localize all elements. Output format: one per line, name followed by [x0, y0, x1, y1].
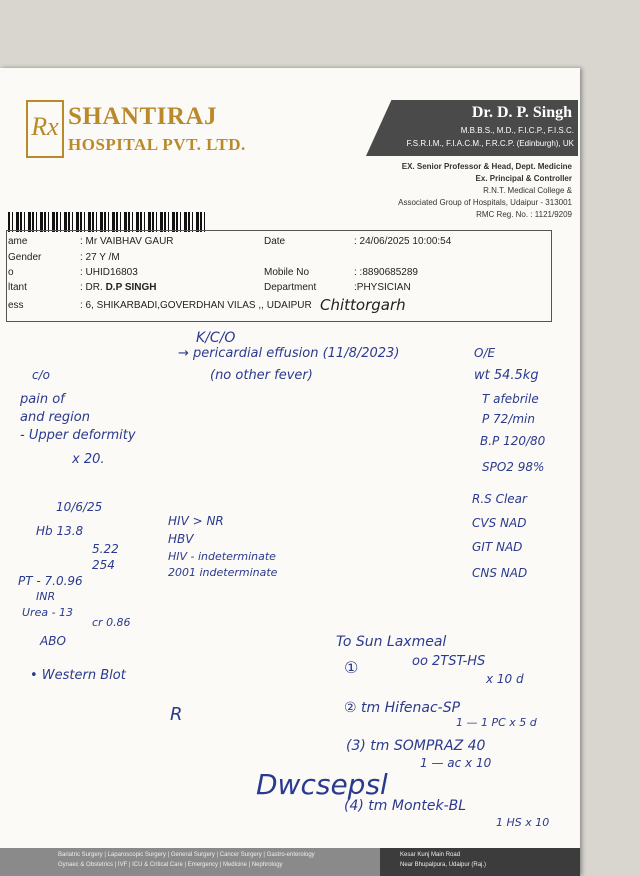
credential-3: R.N.T. Medical College & [483, 186, 572, 195]
oe-spo2: SPO2 98% [482, 460, 545, 474]
lab-hb: Hb 13.8 [36, 524, 84, 538]
hospital-subname: HOSPITAL PVT. LTD. [68, 135, 246, 154]
complaint-1: pain of [20, 392, 65, 407]
history-line-3: (no other fever) [210, 368, 313, 383]
uhid-value: : UHID16803 [80, 267, 138, 278]
department-label: Department [264, 282, 317, 293]
uhid-label: o [8, 267, 14, 278]
mobile-value: : :8890685289 [354, 267, 418, 278]
exam-rs: R.S Clear [472, 492, 527, 506]
lab-urea: Urea - 13 [22, 606, 74, 619]
hospital-logo: Rx [26, 100, 64, 158]
credential-1: EX. Senior Professor & Head, Dept. Medicine [401, 162, 572, 171]
address-label: ess [8, 300, 24, 311]
serology-1: HIV > NR [168, 514, 224, 528]
oe-temperature: T afebrile [482, 392, 539, 406]
rx-2: ② tm Hifenac-SP [344, 700, 461, 716]
oe-blood-pressure: B.P 120/80 [480, 434, 546, 448]
exam-git: GIT NAD [472, 540, 523, 554]
gender-label: Gender [8, 252, 42, 263]
exam-cns: CNS NAD [472, 566, 528, 580]
date-value: : 24/06/2025 10:00:54 [354, 236, 452, 247]
doctor-degrees-2: F.S.R.I.M., F.I.A.C.M., F.R.C.P. (Edinburgh), UK [406, 139, 574, 148]
footer-services-1: Bariatric Surgery | Laparoscopic Surgery | General Surgery | Cancer Surgery | Gastro-enterology [58, 852, 315, 858]
lab-inr: INR [36, 590, 56, 603]
serology-2: HBV [168, 532, 194, 546]
western-blot: • Western Blot [30, 668, 126, 683]
department-value: :PHYSICIAN [354, 282, 411, 293]
lab-2: 5.22 [92, 542, 119, 556]
serology-4: 2001 indeterminate [168, 566, 278, 579]
history-kco: K/C/O [196, 330, 236, 346]
doctor-name: Dr. D. P. Singh [471, 104, 572, 121]
rx-1-number: ① [344, 658, 359, 677]
credential-5: RMC Reg. No. : 1121/9209 [476, 210, 572, 219]
oe-pulse: P 72/min [482, 412, 535, 426]
hospital-name: SHANTIRAJ [68, 103, 217, 130]
rx-4-dosage: 1 HS x 10 [496, 816, 550, 829]
credential-4: Associated Group of Hospitals, Udaipur - 313001 [398, 198, 572, 207]
footer-services-2: Gynaec & Obstetrics | IVF | ICU & Critical Care | Emergency | Medicine | Nephrology [58, 862, 283, 868]
address-value: : 6, SHIKARBADI,GOVERDHAN VILAS ,, UDAIPUR [80, 300, 312, 311]
complaint-2: and region [20, 410, 90, 425]
consultant-value: : DR. D.P SINGH [80, 282, 157, 293]
rx-2-dosage: 1 — 1 PC x 5 d [456, 716, 537, 729]
rx-4: (4) tm Montek-BL [344, 798, 467, 814]
exam-cvs: CVS NAD [472, 516, 527, 530]
barcode [8, 212, 206, 232]
gender-value: : 27 Y /M [80, 252, 120, 263]
mobile-label: Mobile No [264, 267, 310, 278]
rx-1-detail: oo 2TST-HS [412, 654, 486, 669]
credential-2: Ex. Principal & Controller [475, 174, 572, 183]
footer-address-1: Kesar Kunj Main Road [400, 852, 461, 858]
complaint-4: x 20. [72, 452, 105, 467]
name-label: ame [8, 236, 28, 247]
doctor-degrees-1: M.B.B.S., M.D., F.I.C.P., F.I.S.C. [460, 126, 574, 135]
lab-creatinine: cr 0.86 [92, 616, 131, 629]
address-handwritten: Chittorgarh [320, 296, 406, 314]
oe-weight: wt 54.5kg [474, 368, 539, 383]
name-value: : Mr VAIBHAV GAUR [80, 236, 174, 247]
doctor-signature: Dwcsepsl [256, 768, 388, 801]
complaint-3: - Upper deformity [20, 428, 136, 443]
rx-3-dosage: 1 — ac x 10 [420, 756, 492, 770]
history-line-2: → pericardial effusion (11/8/2023) [178, 346, 400, 361]
date-label: Date [264, 236, 286, 247]
rx-1-duration: x 10 d [486, 672, 524, 686]
lab-abo: ABO [40, 634, 66, 648]
lab-pt: PT - 7.0.96 [18, 574, 83, 588]
complaint-tag: c/o [32, 368, 50, 382]
footer-address-2: Near Bhupalpura, Udaipur (Raj.) [400, 862, 487, 868]
rx-3: (3) tm SOMPRAZ 40 [346, 738, 486, 754]
oe-title: O/E [474, 346, 496, 360]
rx-header: To Sun Laxmeal [336, 634, 447, 650]
rx-symbol: R [170, 704, 183, 725]
serology-3: HIV - indeterminate [168, 550, 276, 563]
lab-3: 254 [92, 558, 115, 572]
lab-date: 10/6/25 [56, 500, 103, 514]
consultant-label: ltant [8, 282, 27, 293]
